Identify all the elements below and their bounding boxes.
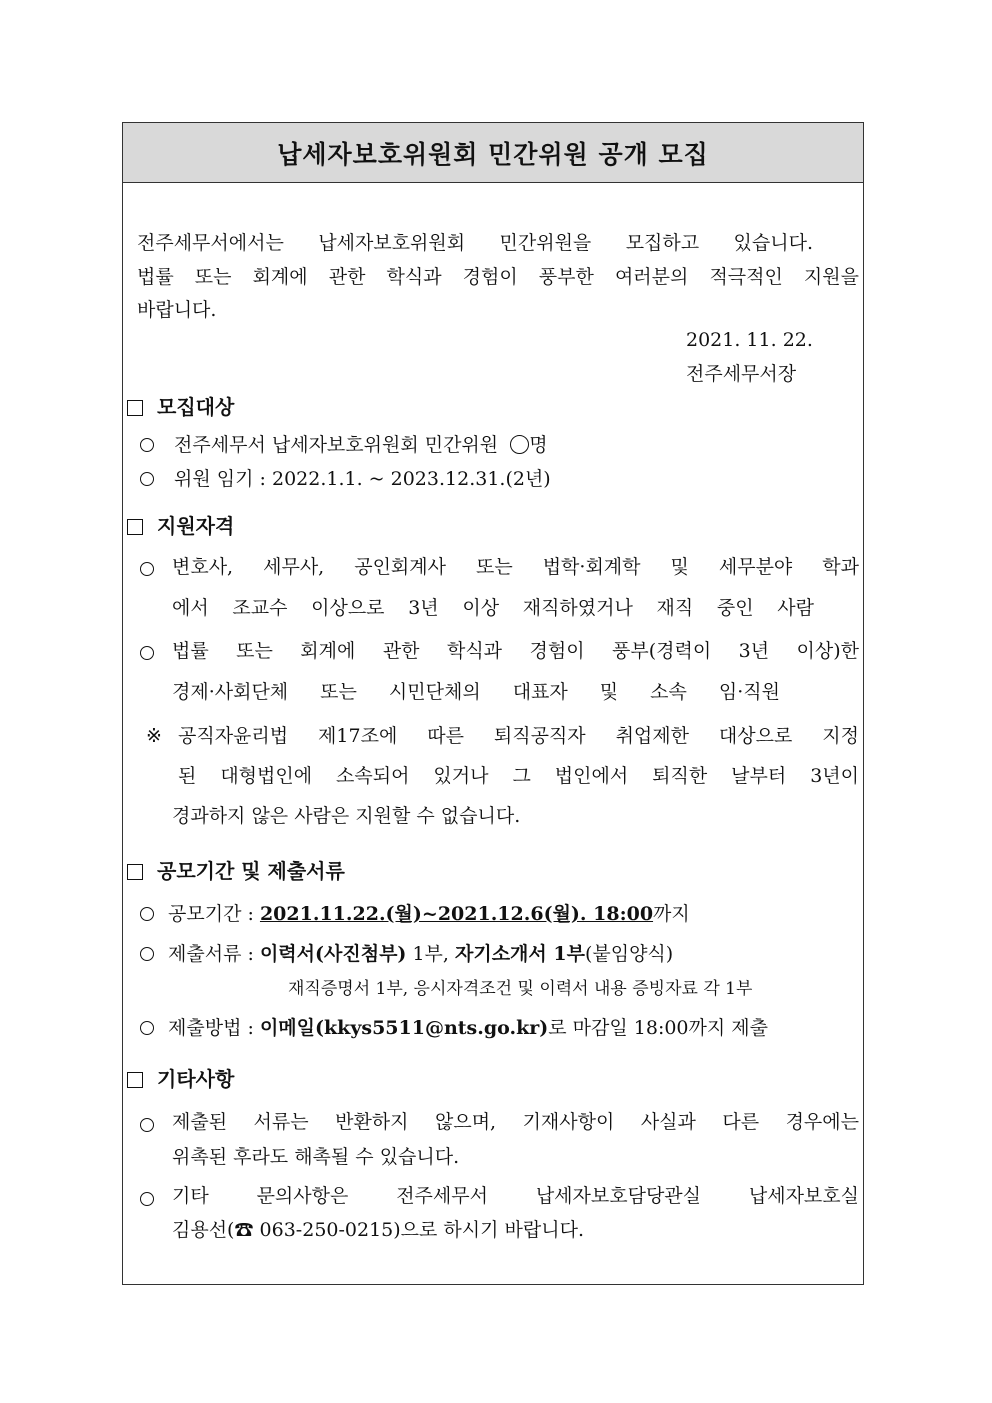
etc-bullet-1 — [140, 1113, 154, 1137]
checkbox-square-icon — [127, 864, 143, 880]
section-heading: 공모기간 및 제출서류 — [157, 859, 345, 883]
bullet-circle-icon — [140, 1118, 154, 1132]
qualification-item-1-line-1: 변호사, 세무사, 공인회계사 또는 법학·회계학 및 세무분야 학과 — [172, 556, 859, 578]
note-line-3: 경과하지 않은 사람은 지원할 수 없습니다. — [172, 805, 521, 827]
page-title: 납세자보호위원회 민간위원 공개 모집 — [277, 139, 709, 169]
checkbox-square-icon — [127, 1072, 143, 1088]
method-item — [140, 1016, 768, 1040]
bullet-circle-icon — [140, 947, 154, 961]
docs-label: 제출서류 : — [168, 943, 260, 965]
phone-icon: ☎ — [234, 1219, 254, 1241]
bullet-circle-icon — [140, 472, 154, 486]
docs-resume: 이력서(사진첨부) — [259, 943, 407, 965]
note-line-2: 된 대형법인에 소속되어 있거나 그 법인에서 퇴직한 날부터 3년이 — [178, 765, 859, 787]
section-target — [127, 395, 234, 420]
section-heading: 지원자격 — [157, 514, 235, 538]
checkbox-square-icon — [127, 519, 143, 535]
etc-item-2-line-1: 기타 문의사항은 전주세무서 납세자보호담당관실 납세자보호실 — [172, 1185, 859, 1207]
docs-line-2: 재직증명서 1부, 응시자격조건 및 이력서 내용 증빙자료 각 1부 — [288, 979, 753, 999]
section-heading: 모집대상 — [157, 395, 235, 419]
section-heading: 기타사항 — [157, 1067, 235, 1091]
notice-date: 2021. 11. 22. — [686, 329, 813, 351]
qualification-item-2-line-2: 경제·사회단체 또는 시민단체의 대표자 및 소속 임·직원 — [172, 681, 780, 703]
bullet-circle-icon — [140, 562, 154, 576]
bullet-circle-icon — [140, 1192, 154, 1206]
bullet-circle-icon — [140, 1021, 154, 1035]
section-period — [127, 859, 345, 884]
contact-name: 김용선( — [172, 1219, 235, 1241]
intro-line-2: 법률 또는 회계에 관한 학식과 경험이 풍부한 여러분의 적극적인 지원을 — [137, 266, 859, 288]
etc-item-2-line-2 — [172, 1218, 584, 1242]
method-email: 이메일(kkys5511@nts.go.kr) — [259, 1017, 549, 1039]
target-item-1-text: 전주세무서 납세자보호위원회 민간위원 — [174, 434, 499, 456]
title-bar — [123, 123, 863, 183]
etc-item-1-line-1: 제출된 서류는 반환하지 않으며, 기재사항이 사실과 다른 경우에는 — [172, 1111, 859, 1133]
period-item — [140, 902, 690, 926]
target-item-2 — [140, 467, 551, 491]
target-item-1 — [140, 433, 548, 457]
docs-suffix: (붙임양식) — [584, 943, 674, 965]
etc-bullet-2 — [140, 1187, 154, 1211]
checkbox-square-icon — [127, 400, 143, 416]
term-text: 위원 임기 : 2022.1.1. ~ 2023.12.31.(2년) — [174, 468, 551, 490]
qualification-item-1-line-2: 에서 조교수 이상으로 3년 이상 재직하였거나 재직 중인 사람 — [172, 597, 814, 619]
note-mark: ※ — [146, 725, 162, 747]
period-suffix: 까지 — [653, 903, 690, 925]
intro-line-3: 바랍니다. — [137, 299, 217, 321]
contact-phone: 063-250-0215)으로 하시기 바랍니다. — [253, 1219, 584, 1241]
bullet-circle-icon — [140, 907, 154, 921]
etc-item-1-line-2: 위촉된 후라도 해촉될 수 있습니다. — [172, 1146, 460, 1168]
docs-item — [140, 942, 673, 966]
target-item-1-suffix: 명 — [529, 434, 548, 456]
docs-intro-letter: 자기소개서 1부 — [454, 943, 585, 965]
bullet-circle-icon — [140, 646, 154, 660]
qualification-item-2-line-1: 법률 또는 회계에 관한 학식과 경험이 풍부(경력이 3년 이상)한 — [172, 640, 859, 662]
period-value: 2021.11.22.(월)~2021.12.6(월). 18:00 — [259, 903, 654, 925]
section-etc — [127, 1067, 234, 1092]
qualification-bullet-1 — [140, 557, 154, 581]
intro-line-1: 전주세무서에서는 납세자보호위원회 민간위원을 모집하고 있습니다. — [137, 232, 813, 254]
docs-mid: 1부, — [406, 943, 455, 965]
period-label: 공모기간 : — [168, 903, 260, 925]
method-label: 제출방법 : — [168, 1017, 260, 1039]
bullet-circle-icon — [140, 438, 154, 452]
qualification-bullet-2 — [140, 641, 154, 665]
notice-signer: 전주세무서장 — [686, 363, 797, 385]
note-line-1: 공직자윤리법 제17조에 따른 퇴직공직자 취업제한 대상으로 지정 — [178, 725, 859, 747]
method-suffix: 로 마감일 18:00까지 제출 — [548, 1017, 768, 1039]
section-qualification — [127, 514, 234, 539]
blank-circle-icon — [510, 435, 529, 454]
